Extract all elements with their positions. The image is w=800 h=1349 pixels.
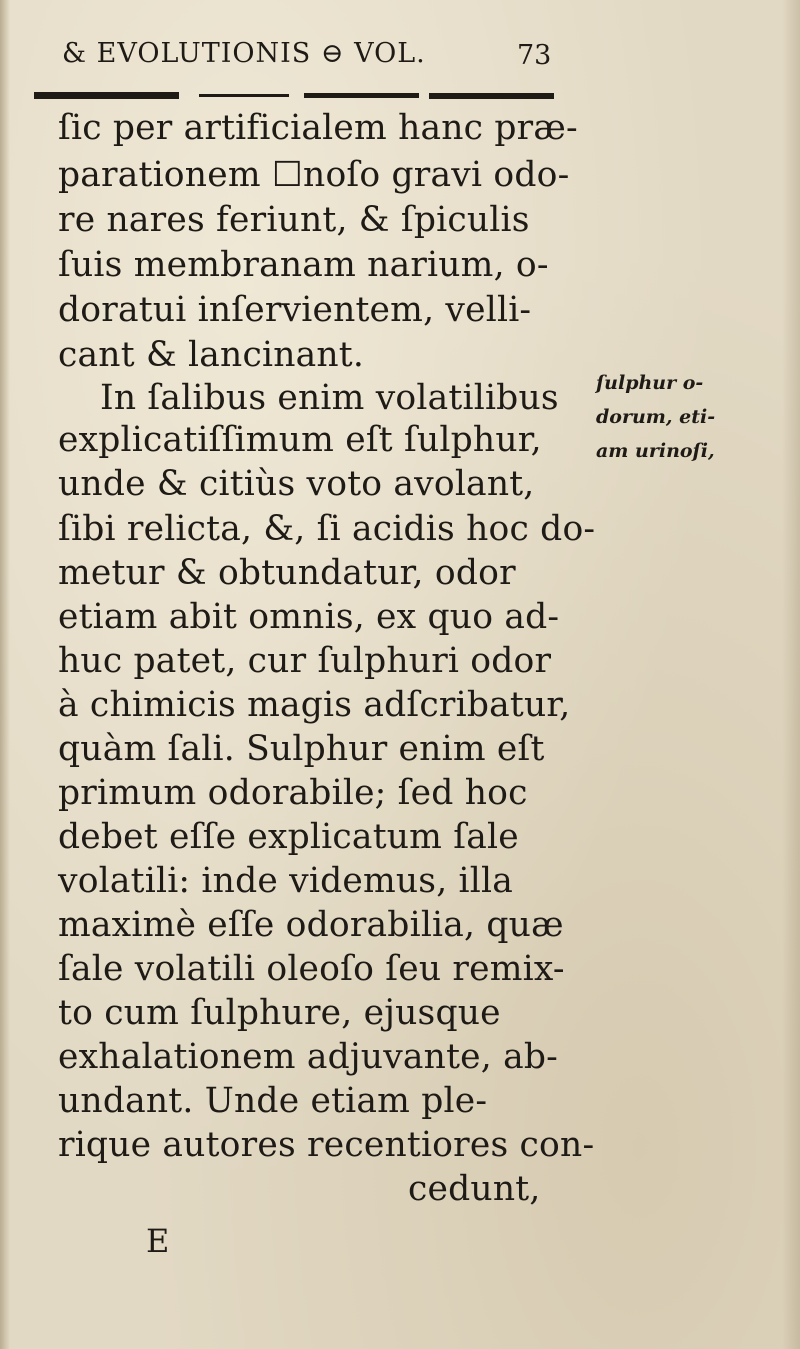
text-line: parationem ☐noſo gravi odo- — [58, 155, 570, 195]
text-line: ſuis membranam narium, o- — [58, 245, 549, 285]
text-line: metur & obtundatur, odor — [58, 553, 516, 593]
text-line: explicatiſſimum eſt ſulphur, — [58, 420, 542, 460]
text-line: ſale volatili oleoſo ſeu remix- — [58, 949, 565, 989]
text-line: maximè eſſe odorabilia, quæ — [58, 905, 564, 945]
text-line: ſibi relicta, &, ſi acidis hoc do- — [58, 509, 596, 549]
text-line: In ſalibus enim volatilibus — [100, 378, 559, 418]
text-line: huc patet, cur ſulphuri odor — [58, 641, 552, 681]
margin-note-line: am urinoſi, — [596, 440, 715, 462]
page-number: 73 — [517, 40, 552, 71]
text-line: etiam abit omnis, ex quo ad- — [58, 597, 560, 637]
text-line: unde & citiùs voto avolant, — [58, 464, 535, 504]
text-line: cant & lancinant. — [58, 335, 365, 375]
text-line: ſic per artificialem hanc præ- — [58, 108, 578, 148]
text-line: debet eſſe explicatum ſale — [58, 817, 519, 857]
text-line: to cum ſulphure, ejusque — [58, 993, 501, 1033]
text-line: doratui inſervientem, velli- — [58, 290, 532, 330]
signature-mark: E — [146, 1222, 170, 1260]
text-line: rique autores recentiores con- — [58, 1125, 595, 1165]
margin-note — [596, 366, 796, 468]
text-line: volatili: inde videmus, illa — [58, 861, 514, 901]
text-line: re nares feriunt, & ſpiculis — [58, 200, 530, 240]
text-line: primum odorabile; ſed hoc — [58, 773, 528, 813]
text-line: quàm ſali. Sulphur enim eſt — [58, 729, 545, 769]
margin-note-line: ſulphur o- — [596, 372, 704, 394]
text-line: cedunt, — [408, 1169, 541, 1209]
text-line: à chimicis magis adſcribatur, — [58, 685, 571, 725]
text-line: undant. Unde etiam ple- — [58, 1081, 488, 1121]
running-head: & EVOLUTIONIS ⊖ VOL. — [62, 38, 426, 69]
margin-note-line: dorum, eti- — [596, 406, 716, 428]
text-line: exhalationem adjuvante, ab- — [58, 1037, 559, 1077]
